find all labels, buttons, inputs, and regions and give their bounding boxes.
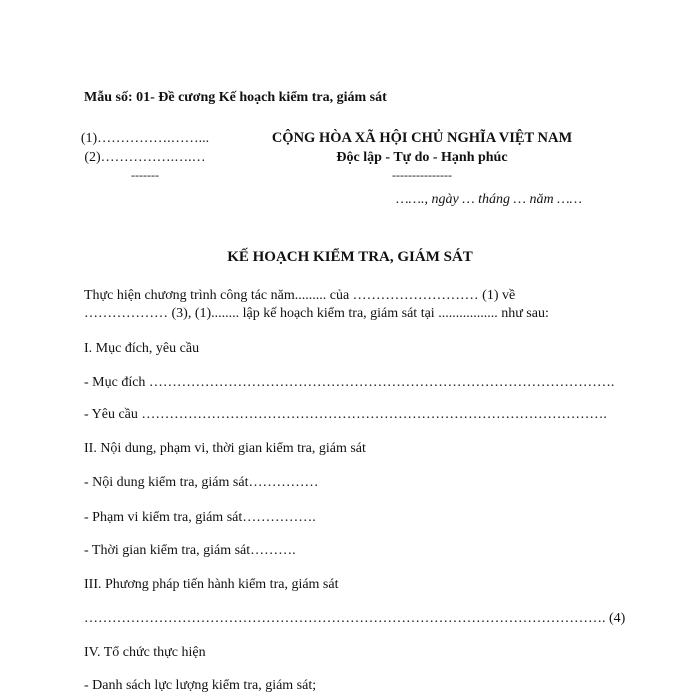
agency-line-1: (1)…………….……... xyxy=(80,131,210,146)
content-line: - Nội dung kiểm tra, giám sát…………… xyxy=(84,475,319,490)
purpose-line: - Mục đích ………………………………………………………………………………………. xyxy=(84,375,615,390)
country-name: CỘNG HÒA XÃ HỘI CHỦ NGHĨA VIỆT NAM xyxy=(271,130,573,146)
section-3-heading: III. Phương pháp tiến hành kiểm tra, giám sát xyxy=(84,577,339,592)
agency-separator: ------- xyxy=(131,168,159,182)
section-2-heading: II. Nội dung, phạm vi, thời gian kiểm tra, giám sát xyxy=(84,441,366,456)
personnel-line: - Danh sách lực lượng kiểm tra, giám sát; xyxy=(84,678,317,693)
requirement-line: - Yêu cầu ………………………………………………………………………………………. xyxy=(84,407,607,422)
time-line: - Thời gian kiểm tra, giám sát………. xyxy=(84,543,296,558)
section-1-heading: I. Mục đích, yêu cầu xyxy=(84,341,200,356)
date-line: ……., ngày … tháng … năm …… xyxy=(396,192,582,207)
document-title: KẾ HOẠCH KIỂM TRA, GIÁM SÁT xyxy=(227,249,473,265)
form-label: Mẫu số: 01- Đề cương Kế hoạch kiểm tra, giám sát xyxy=(84,90,387,105)
agency-line-2: (2)…………….….… xyxy=(84,150,206,165)
intro-line-2: ……………… (3), (1)........ lập kế hoạch kiểm tra, giám sát tại ................. như sau: xyxy=(84,306,549,321)
national-motto: Độc lập - Tự do - Hạnh phúc xyxy=(336,150,508,165)
section-4-heading: IV. Tổ chức thực hiện xyxy=(84,645,206,660)
intro-line-1: Thực hiện chương trình công tác năm......... của ……………………… (1) về xyxy=(84,288,516,303)
motto-separator: --------------- xyxy=(392,168,452,182)
scope-line: - Phạm vi kiểm tra, giám sát……………. xyxy=(84,510,316,525)
method-line: …………………………………………………………………………………………………. (4) xyxy=(84,611,626,626)
